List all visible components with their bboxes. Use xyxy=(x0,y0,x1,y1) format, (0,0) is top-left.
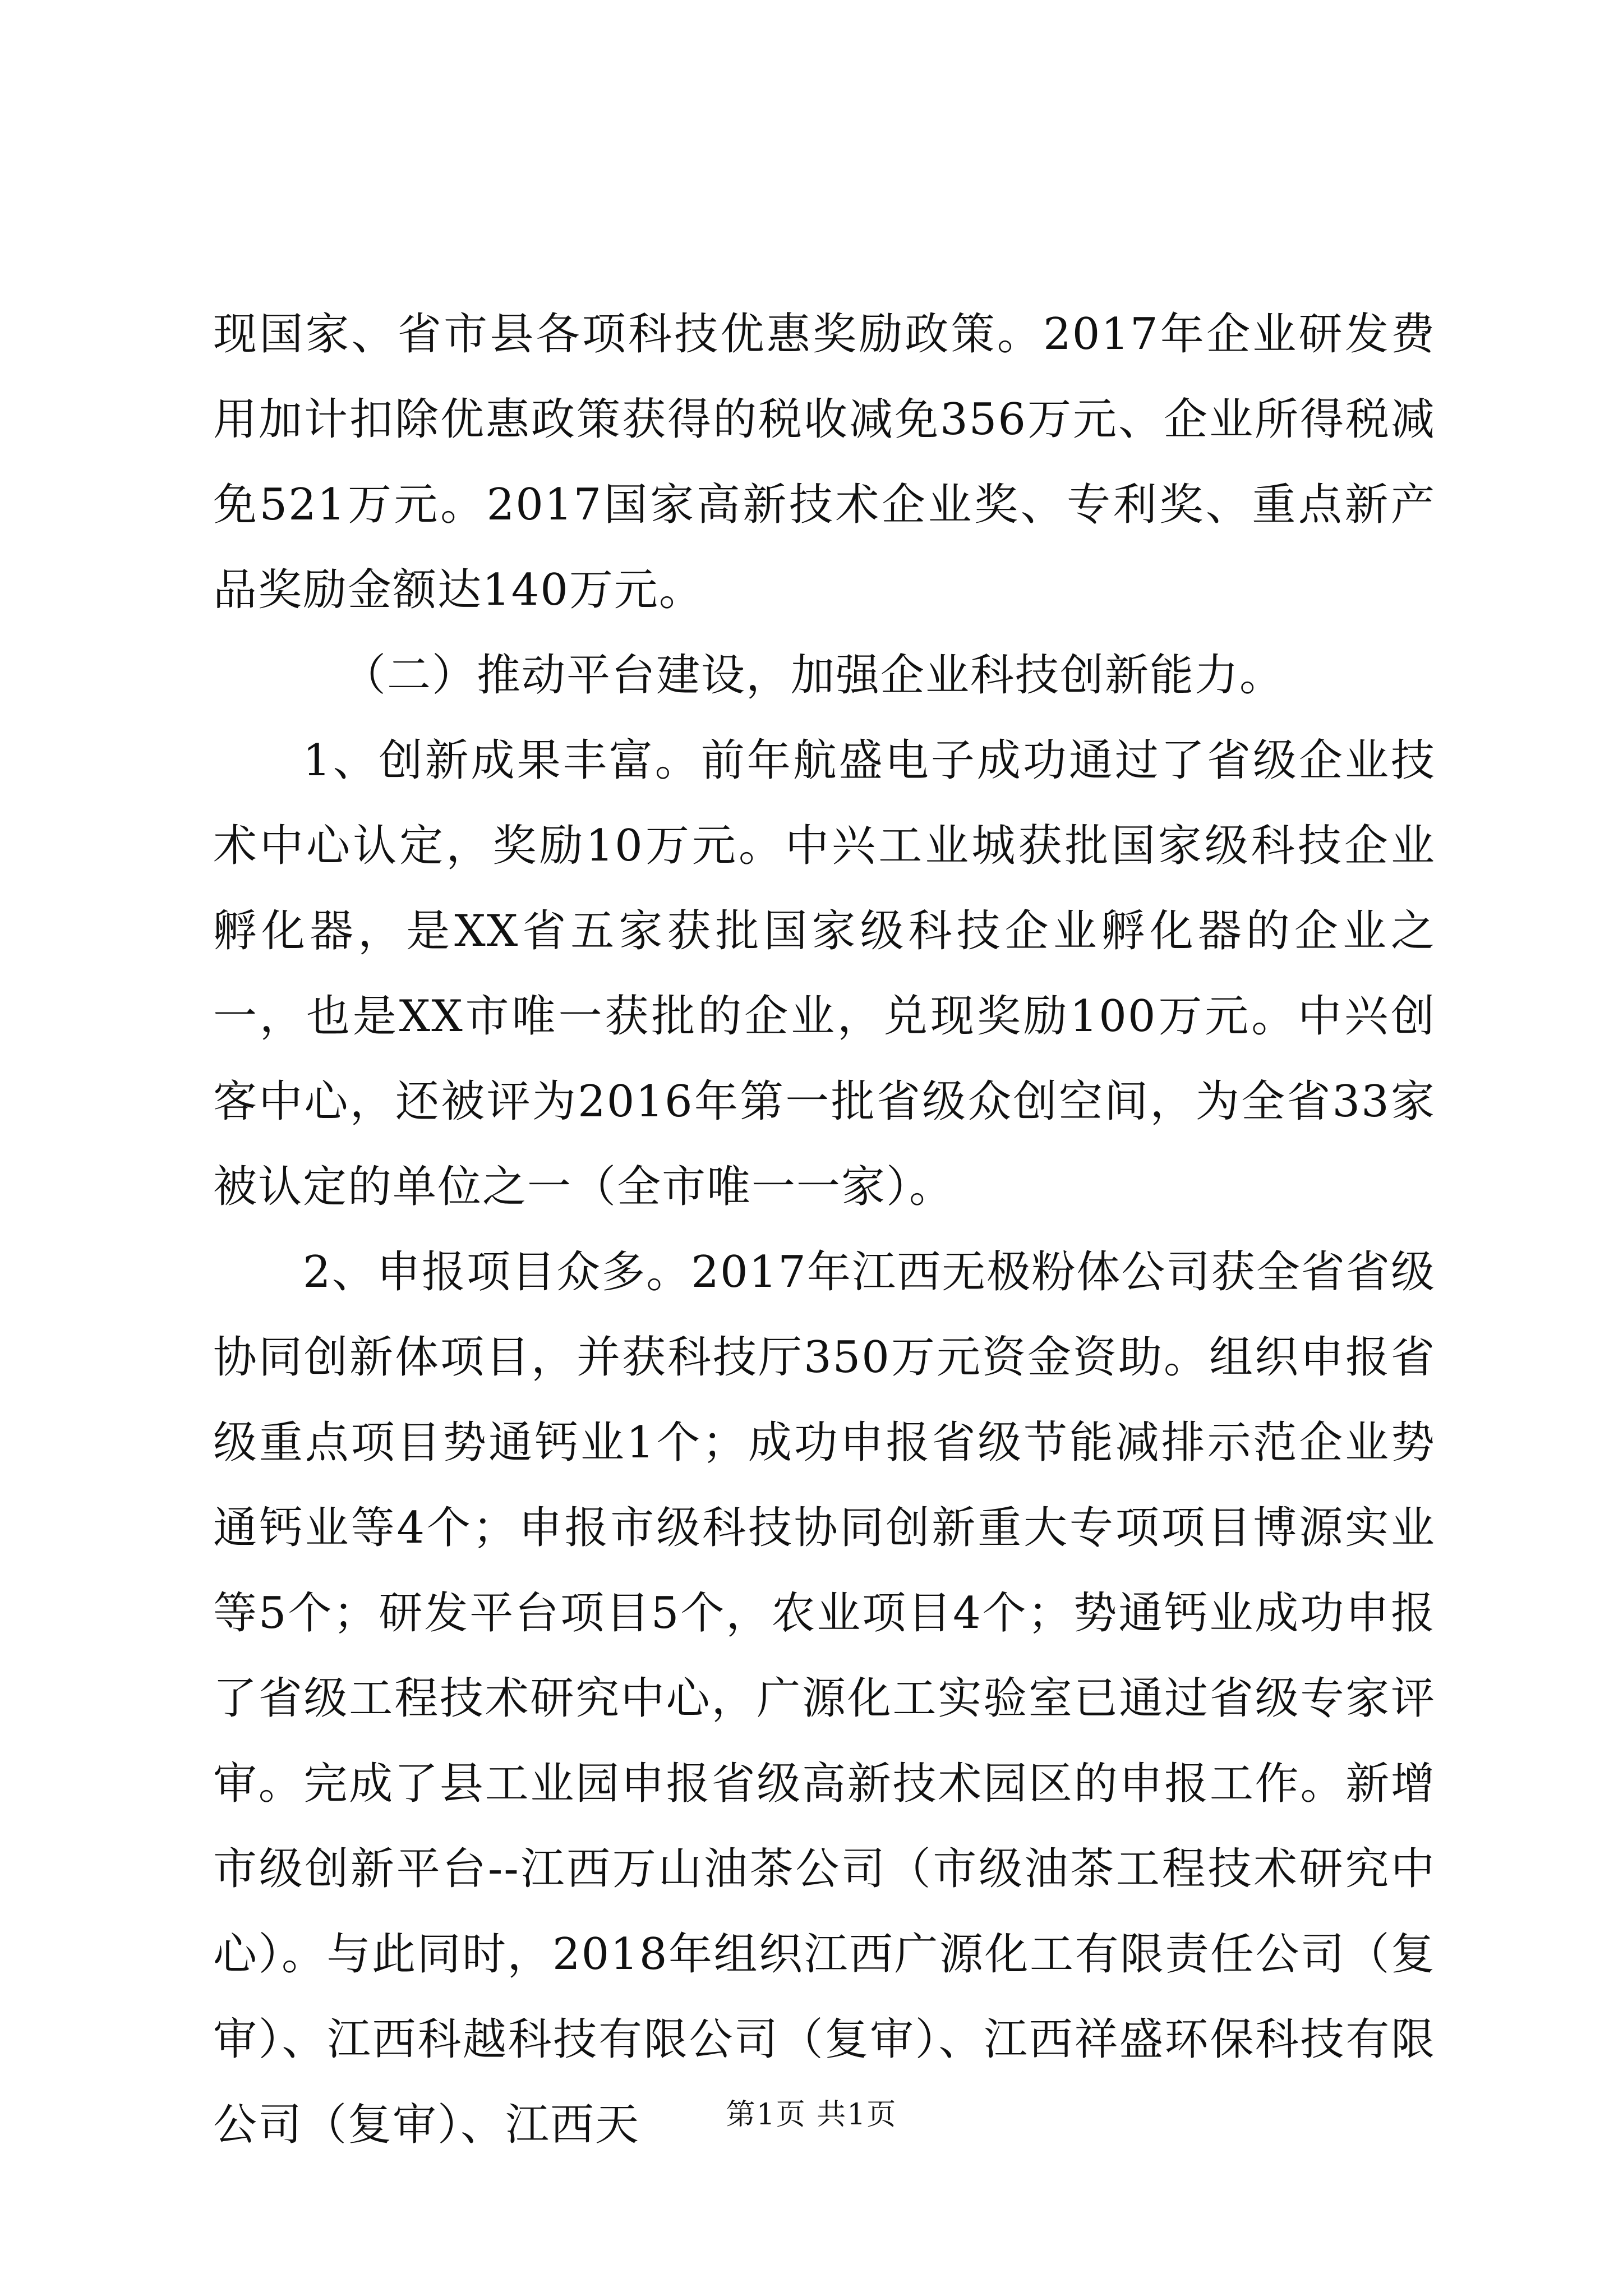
paragraph-item-2: 2、申报项目众多。2017年江西无极粉体公司获全省省级协同创新体项目，并获科技厅350万元资金资助。组织申报省级重点项目势通钙业1个；成功申报省级节能减排示范企业势通钙业等4个；申报市级科技协同创新重大专项项目博源实业等5个；研发平台项目5个，农业项目4个；势通钙业成功申报了省级工程技术研究中心，广源化工实验室已通过省级专家评审。完成了县工业园申报省级高新技术园区的申报工作。新增市级创新平台--江西万山油茶公司（市级油茶工程技术研究中心）。与此同时，2018年组织江西广源化工有限责任公司（复审）、江西科越科技有限公司（复审）、江西祥盛环保科技有限公司（复审）、江西天 xyxy=(213,1247,1436,2150)
paragraph-continuation: 现国家、省市县各项科技优惠奖励政策。2017年企业研发费用加计扣除优惠政策获得的税收减免356万元、企业所得税减免521万元。2017国家高新技术企业奖、专利奖、重点新产品奖励金额达140万元。 xyxy=(213,309,1436,615)
page-footer: 第1页 共1页 xyxy=(726,2098,897,2132)
paragraph-item-1: 1、创新成果丰富。前年航盛电子成功通过了省级企业技术中心认定，奖励10万元。中兴工业城获批国家级科技企业孵化器，是XX省五家获批国家级科技企业孵化器的企业之一，也是XX市唯一获批的企业，兑现奖励100万元。中兴创客中心，还被评为2016年第一批省级众创空间，为全省33家被认定的单位之一（全市唯一一家）。 xyxy=(213,735,1436,1212)
document-body xyxy=(213,292,1436,2168)
section-heading: （二）推动平台建设，加强企业科技创新能力。 xyxy=(342,650,1285,701)
